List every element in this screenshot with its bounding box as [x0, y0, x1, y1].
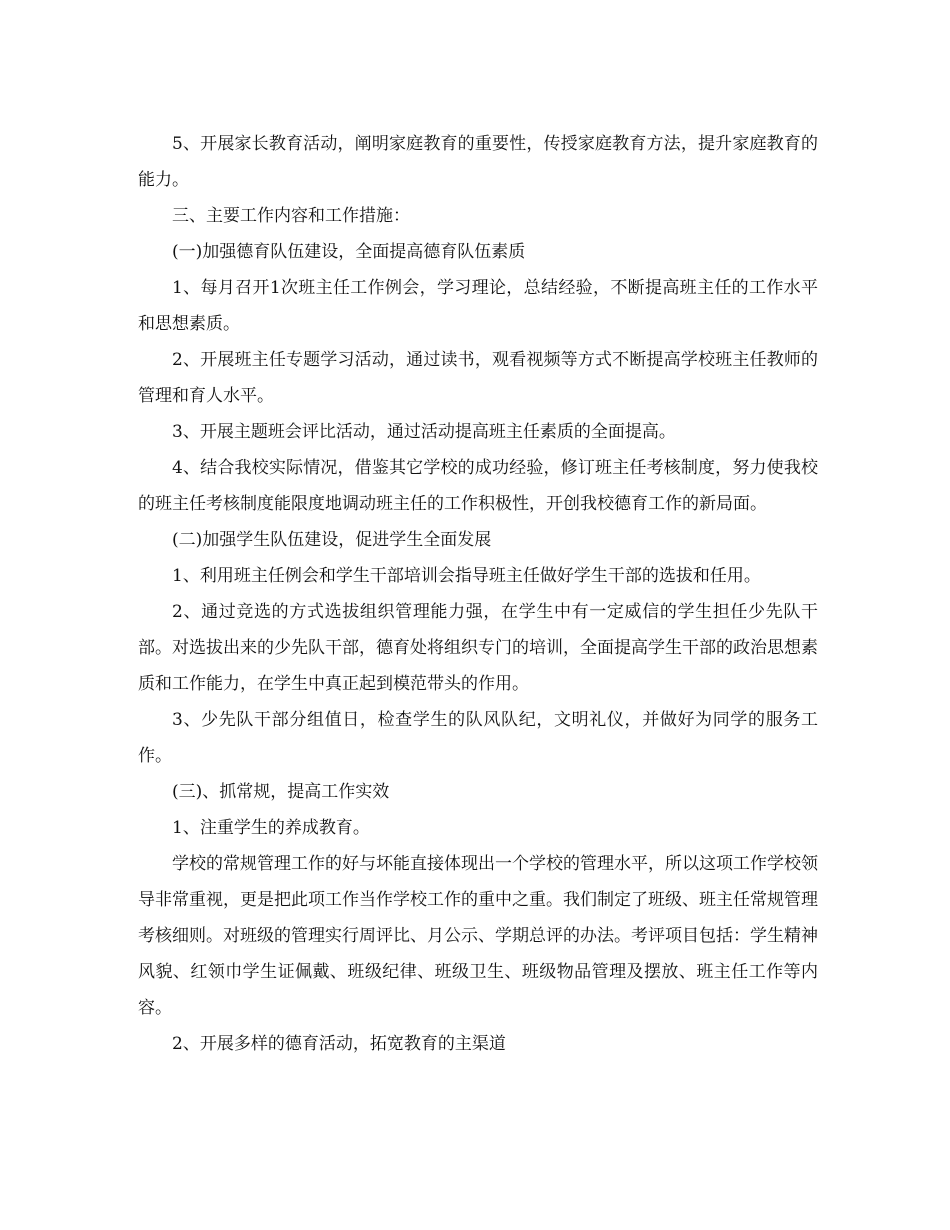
section-heading-main-work: 三、主要工作内容和工作措施： [172, 206, 410, 226]
paragraph-monthly-meeting: 1、每月召开1次班主任工作例会，学习理论，总结经验，不断提高班主任的工作水平和思想素质。 [138, 278, 818, 334]
paragraph-assessment-system: 4、结合我校实际情况，借鉴其它学校的成功经验，修订班主任考核制度，努力使我校的班主任考核制度能限度地调动班主任的工作积极性，开创我校德育工作的新局面。 [138, 458, 818, 514]
subsection-heading-moral-team: (一)加强德育队伍建设，全面提高德育队伍素质 [172, 242, 526, 262]
paragraph-cadre-selection: 1、利用班主任例会和学生干部培训会指导班主任做好学生干部的选拔和任用。 [172, 566, 761, 586]
paragraph-study-activity: 2、开展班主任专题学习活动，通过读书，观看视频等方式不断提高学校班主任教师的管理和育人水平。 [138, 350, 818, 406]
paragraph-parent-education: 5、开展家长教育活动，阐明家庭教育的重要性，传授家庭教育方法，提升家庭教育的能力。 [138, 134, 818, 190]
subsection-heading-routine: (三)、抓常规，提高工作实效 [172, 782, 390, 802]
paragraph-duty-rotation: 3、少先队干部分组值日，检查学生的队风队纪，文明礼仪，并做好为同学的服务工作。 [138, 710, 818, 766]
document-body [138, 126, 818, 1062]
paragraph-moral-activities: 2、开展多样的德育活动，拓宽教育的主渠道 [172, 1034, 506, 1054]
paragraph-election: 2、通过竞选的方式选拔组织管理能力强，在学生中有一定威信的学生担任少先队干部。对选拔出来的少先队干部，德育处将组织专门的培训，全面提高学生干部的政治思想素质和工作能力，在学生中真正起到模范带头的作用。 [138, 602, 818, 694]
paragraph-class-meeting-contest: 3、开展主题班会评比活动，通过活动提高班主任素质的全面提高。 [172, 422, 676, 442]
subsection-heading-student-team: (二)加强学生队伍建设，促进学生全面发展 [172, 530, 492, 550]
paragraph-habit-education: 1、注重学生的养成教育。 [172, 818, 370, 838]
paragraph-routine-management: 学校的常规管理工作的好与坏能直接体现出一个学校的管理水平，所以这项工作学校领导非常重视，更是把此项工作当作学校工作的重中之重。我们制定了班级、班主任常规管理考核细则。对班级的管理实行周评比、月公示、学期总评的办法。考评项目包括：学生精神风貌、红领巾学生证佩戴、班级纪律、班级卫生、班级物品管理及摆放、班主任工作等内容。 [138, 854, 818, 1018]
